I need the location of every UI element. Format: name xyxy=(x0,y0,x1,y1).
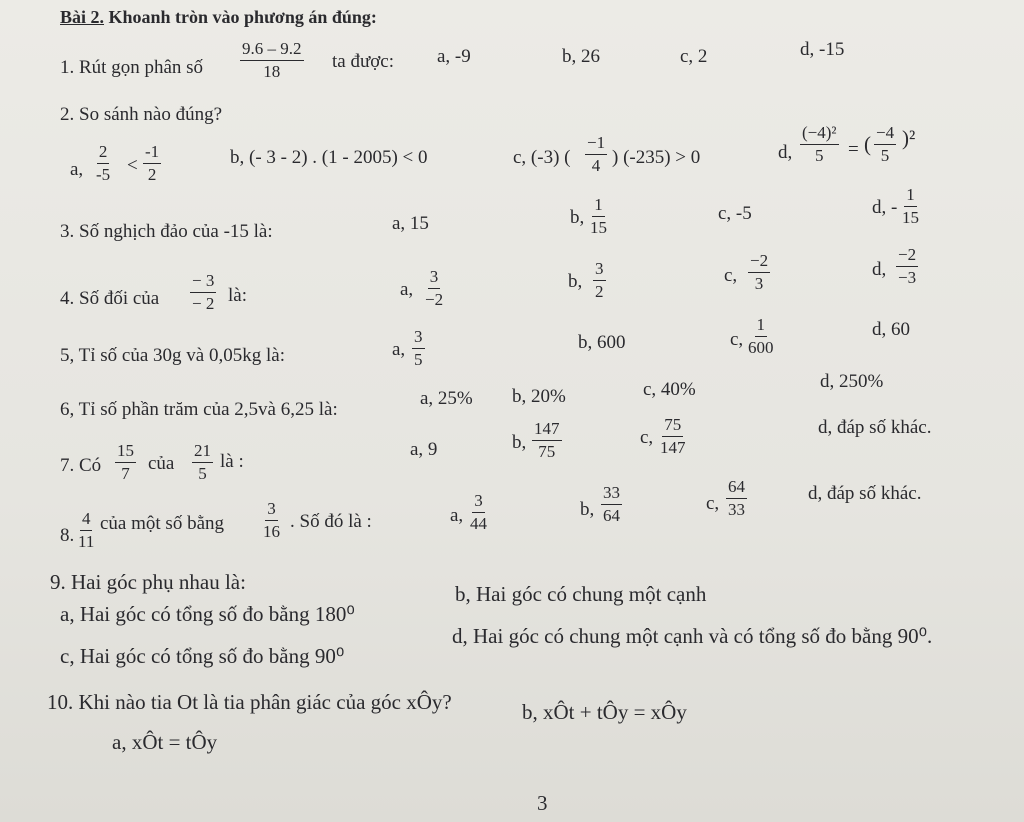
q8-suffix: . Số đó là : xyxy=(290,511,372,532)
q5-prompt: 5, Tỉ số của 30g và 0,05kg là: xyxy=(60,345,285,366)
q2-c-den: 4 xyxy=(591,155,601,175)
q4-option-b-label[interactable]: b, xyxy=(568,271,583,292)
q4-a-num: 3 xyxy=(428,268,441,289)
q8-prompt-number: 8. xyxy=(60,525,75,546)
q4-suffix: là: xyxy=(228,285,247,306)
q4-option-a-label[interactable]: a, xyxy=(400,279,414,300)
q2-d-fraction2 xyxy=(874,124,896,165)
q2-d-den1: 5 xyxy=(815,145,824,165)
q9-option-d[interactable]: d, Hai góc có chung một cạnh và có tổng số đo bằng 90⁰. xyxy=(452,624,933,648)
q4-d-den: −3 xyxy=(898,267,917,287)
q5-a-num: 3 xyxy=(412,328,425,349)
exercise-heading xyxy=(60,8,377,26)
q8-b-fraction xyxy=(601,484,622,525)
q4-c-fraction xyxy=(748,252,770,293)
q10-option-b[interactable]: b, xÔt + tÔy = xÔy xyxy=(522,700,687,724)
q3-option-a[interactable]: a, 15 xyxy=(392,213,429,234)
exercise-title: Khoanh tròn vào phương án đúng: xyxy=(104,7,377,27)
q7-prompt: 7. Có xyxy=(60,455,102,476)
q2-prompt: 2. So sánh nào đúng? xyxy=(60,104,223,125)
q8-a-num: 3 xyxy=(472,492,485,513)
q4-c-num: −2 xyxy=(748,252,770,273)
q7-b-num: 147 xyxy=(532,420,562,441)
q4-b-fraction xyxy=(593,260,606,301)
q8-den1: 11 xyxy=(78,531,95,551)
q6-option-b[interactable]: b, 20% xyxy=(512,386,566,407)
q3-d-fraction xyxy=(902,186,919,227)
q7-option-a[interactable]: a, 9 xyxy=(410,439,438,460)
q5-c-den: 600 xyxy=(748,337,774,357)
q2-d-open-paren: ( xyxy=(864,132,871,156)
q8-c-fraction xyxy=(726,478,747,519)
q3-b-den: 15 xyxy=(590,217,607,237)
q7-c-den: 147 xyxy=(660,437,686,457)
q3-b-fraction xyxy=(590,196,607,237)
q7-den2: 5 xyxy=(198,463,207,483)
q1-numerator: 9.6 – 9.2 xyxy=(240,40,304,61)
q8-b-den: 64 xyxy=(603,505,620,525)
exercise-number: Bài 2. xyxy=(60,7,105,27)
q4-a-den: −2 xyxy=(425,289,444,309)
q2-d-fraction1 xyxy=(800,124,839,165)
q2-d-equals: = xyxy=(848,139,859,160)
q4-fraction xyxy=(190,272,216,313)
q8-option-d[interactable]: d, đáp số khác. xyxy=(808,483,922,504)
q8-num1: 4 xyxy=(80,510,93,531)
q6-option-c[interactable]: c, 40% xyxy=(643,379,696,400)
q7-den1: 7 xyxy=(121,463,130,483)
q2-option-c-post: ) (-235) > 0 xyxy=(612,147,701,168)
q9-option-a[interactable]: a, Hai góc có tổng số đo bằng 180⁰ xyxy=(60,602,355,626)
q5-option-c-label[interactable]: c, xyxy=(730,329,744,350)
q8-den2: 16 xyxy=(263,521,280,541)
q5-c-fraction xyxy=(748,316,774,357)
q4-option-c-label[interactable]: c, xyxy=(724,265,738,286)
q2-d-close-paren: )² xyxy=(902,126,916,150)
q5-c-num: 1 xyxy=(755,316,768,337)
q1-option-b[interactable]: b, 26 xyxy=(562,46,600,67)
q2-a-less-than: < xyxy=(127,155,138,176)
q1-denominator: 18 xyxy=(263,61,281,81)
q8-fraction2 xyxy=(263,500,280,541)
q7-option-d[interactable]: d, đáp số khác. xyxy=(818,417,932,438)
q1-option-c[interactable]: c, 2 xyxy=(680,46,708,67)
q7-c-num: 75 xyxy=(662,416,683,437)
q6-option-a[interactable]: a, 25% xyxy=(420,388,473,409)
q3-option-d-label[interactable]: d, - xyxy=(872,197,898,218)
q7-option-c-label[interactable]: c, xyxy=(640,427,654,448)
q8-num2: 3 xyxy=(265,500,278,521)
q3-prompt: 3. Số nghịch đảo của -15 là: xyxy=(60,221,273,242)
q7-option-b-label[interactable]: b, xyxy=(512,432,527,453)
page-number: 3 xyxy=(537,791,548,815)
q4-b-den: 2 xyxy=(595,281,604,301)
q8-option-a-label[interactable]: a, xyxy=(450,505,464,526)
q6-option-d[interactable]: d, 250% xyxy=(820,371,884,392)
q4-den: − 2 xyxy=(192,293,215,313)
q2-a-den2: 2 xyxy=(147,164,157,184)
q7-b-den: 75 xyxy=(538,441,556,461)
q7-num2: 21 xyxy=(192,442,213,463)
q8-option-b-label[interactable]: b, xyxy=(580,499,595,520)
q8-c-den: 33 xyxy=(728,499,745,519)
q2-c-fraction xyxy=(585,134,607,175)
q2-a-num2: -1 xyxy=(143,143,161,164)
q1-option-d[interactable]: d, -15 xyxy=(800,39,845,60)
q2-option-d-label[interactable]: d, xyxy=(778,142,793,163)
q8-a-fraction xyxy=(470,492,487,533)
q8-mid: của một số bằng xyxy=(100,513,225,534)
q4-prompt: 4. Số đối của xyxy=(60,288,160,309)
q2-option-c-pre[interactable]: c, (-3) ( xyxy=(513,147,571,168)
q1-suffix: ta được: xyxy=(332,51,395,72)
q2-a-num1: 2 xyxy=(97,143,110,164)
q2-a-fraction1 xyxy=(96,143,110,184)
q6-prompt: 6, Tỉ số phần trăm của 2,5và 6,25 là: xyxy=(60,399,338,420)
q4-option-d-label[interactable]: d, xyxy=(872,259,887,280)
q5-option-d[interactable]: d, 60 xyxy=(872,319,910,340)
q9-option-b[interactable]: b, Hai góc có chung một cạnh xyxy=(455,582,707,606)
q8-b-num: 33 xyxy=(601,484,622,505)
q3-option-c[interactable]: c, -5 xyxy=(718,203,752,224)
q7-fraction2 xyxy=(192,442,213,483)
q4-b-num: 3 xyxy=(593,260,606,281)
q7-num1: 15 xyxy=(115,442,136,463)
q8-fraction1 xyxy=(78,510,94,551)
q2-a-den1: -5 xyxy=(96,164,111,184)
q2-d-den2: 5 xyxy=(880,145,890,165)
q7-b-fraction xyxy=(532,420,562,461)
q10-option-a[interactable]: a, xÔt = tÔy xyxy=(112,730,218,754)
q4-d-num: −2 xyxy=(896,246,918,267)
q3-option-b-label[interactable]: b, xyxy=(570,207,585,228)
q2-d-num2: −4 xyxy=(874,124,896,145)
q9-option-c[interactable]: c, Hai góc có tổng số đo bằng 90⁰ xyxy=(60,644,345,668)
q4-a-fraction xyxy=(425,268,443,309)
q10-prompt: 10. Khi nào tia Ot là tia phân giác của góc xÔy? xyxy=(47,690,452,714)
q8-a-den: 44 xyxy=(470,513,487,533)
q8-option-c-label[interactable]: c, xyxy=(706,493,720,514)
q4-c-den: 3 xyxy=(754,273,764,293)
q3-d-den: 15 xyxy=(902,207,919,227)
q3-b-num: 1 xyxy=(592,196,605,217)
q2-option-b[interactable]: b, (- 3 - 2) . (1 - 2005) < 0 xyxy=(230,147,428,168)
q8-c-num: 64 xyxy=(726,478,747,499)
q2-a-fraction2 xyxy=(143,143,161,184)
q3-d-num: 1 xyxy=(904,186,917,207)
q5-a-fraction xyxy=(412,328,425,369)
q7-suffix: là : xyxy=(220,451,244,472)
q5-option-a-label[interactable]: a, xyxy=(392,339,406,360)
q2-c-num: −1 xyxy=(585,134,607,155)
q2-d-num1: (−4)² xyxy=(800,124,839,145)
q7-c-fraction xyxy=(660,416,686,457)
q7-mid: của xyxy=(148,453,175,474)
q5-a-den: 5 xyxy=(414,349,423,369)
q4-num: − 3 xyxy=(190,272,216,293)
q2-option-a-label[interactable]: a, xyxy=(70,159,84,180)
q4-d-fraction xyxy=(896,246,918,287)
q5-option-b[interactable]: b, 600 xyxy=(578,332,626,353)
q7-fraction1 xyxy=(115,442,136,483)
q1-fraction xyxy=(240,40,304,81)
q9-prompt: 9. Hai góc phụ nhau là: xyxy=(50,570,246,594)
q1-prompt: 1. Rút gọn phân số xyxy=(60,57,204,78)
q1-option-a[interactable]: a, -9 xyxy=(437,46,471,67)
